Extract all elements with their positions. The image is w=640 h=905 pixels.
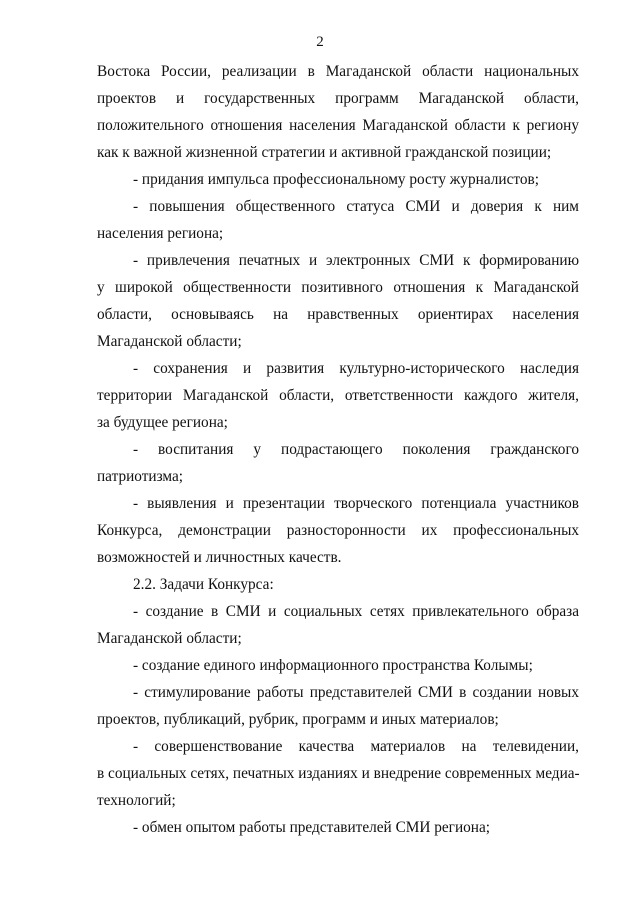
text-line: патриотизма; [97, 468, 184, 485]
paragraph [97, 598, 579, 652]
text-line: Востока России, реализации в Магаданской области национальных [97, 63, 579, 80]
text-line: - создание в СМИ и социальных сетях привлекательного образа [133, 603, 579, 620]
text-line: - выявления и презентации творческого потенциала участников [133, 495, 579, 512]
text-line: - совершенствование качества материалов на телевидении, [133, 738, 579, 755]
paragraph [97, 247, 579, 355]
text-line: населения региона; [97, 225, 224, 242]
text-line: у широкой общественности позитивного отношения к Магаданской [97, 279, 579, 296]
text-line: проектов, публикаций, рубрик, программ и иных материалов; [97, 711, 499, 728]
text-line: в социальных сетях, печатных изданиях и внедрение современных медиа- [97, 765, 580, 782]
text-line: проектов и государственных программ Магаданской области, [97, 90, 579, 107]
text-line: - сохранения и развития культурно-исторического наследия [133, 360, 579, 377]
text-line: - воспитания у подрастающего поколения гражданского [133, 441, 579, 458]
text-line: 2.2. Задачи Конкурса: [133, 576, 274, 593]
text-line: - придания импульса профессиональному росту журналистов; [133, 171, 539, 188]
paragraph [97, 490, 579, 571]
text-line: - стимулирование работы представителей СМИ в создании новых [133, 684, 579, 701]
text-line: - повышения общественного статуса СМИ и доверия к ним [133, 198, 579, 215]
text-line: положительного отношения населения Магаданской области к региону [97, 117, 579, 134]
paragraph [97, 58, 579, 166]
text-line: - обмен опытом работы представителей СМИ региона; [133, 819, 491, 836]
text-line: - создание единого информационного пространства Колымы; [133, 657, 533, 674]
page-number: 2 [316, 34, 324, 50]
paragraph [97, 814, 579, 841]
paragraph [97, 733, 579, 814]
text-line: как к важной жизненной стратегии и активной гражданской позиции; [97, 144, 552, 161]
text-line: за будущее региона; [97, 414, 228, 431]
text-line: территории Магаданской области, ответственности каждого жителя, [97, 387, 579, 404]
text-line: Конкурса, демонстрации разносторонности их профессиональных [97, 522, 579, 539]
text-line: - привлечения печатных и электронных СМИ к формированию [133, 252, 579, 269]
text-line: технологий; [97, 792, 176, 809]
paragraph [97, 679, 579, 733]
text-line: Магаданской области; [97, 630, 242, 647]
paragraph [97, 355, 579, 436]
text-line: области, основываясь на нравственных ориентирах населения [97, 306, 579, 323]
paragraph [97, 436, 579, 490]
text-line: Магаданской области; [97, 333, 242, 350]
text-line: возможностей и личностных качеств. [97, 549, 342, 566]
paragraph [97, 166, 579, 193]
document-body [97, 58, 579, 841]
paragraph [97, 193, 579, 247]
paragraph [97, 571, 579, 598]
paragraph [97, 652, 579, 679]
